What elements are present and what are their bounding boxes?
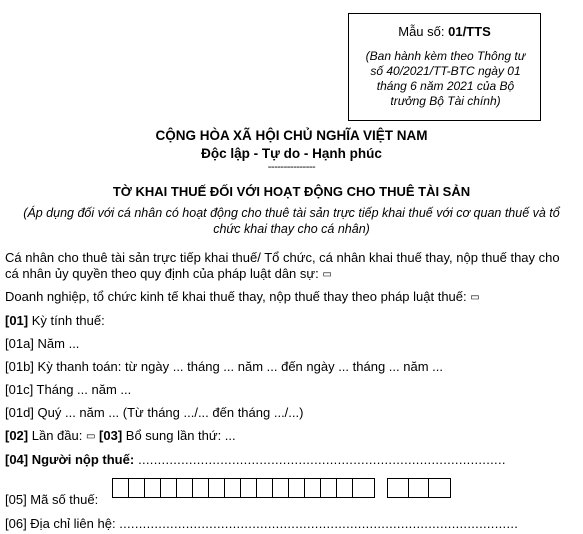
enterprise-line xyxy=(5,289,480,307)
first-time-label: Lần đầu: xyxy=(28,428,86,443)
tax-id-digit-box[interactable] xyxy=(305,479,321,497)
header-divider: --------------- xyxy=(267,161,316,173)
address-label: [06] Địa chỉ liên hệ: xyxy=(5,516,120,531)
taxpayer-field[interactable]: .............................................................................................. xyxy=(134,452,506,467)
document-subtitle: (Áp dụng đối với cá nhân có hoạt động cho thuê tài sản trực tiếp khai thuế với cơ quan thuế và tổ chức khai thay cho cá nhân) xyxy=(23,206,560,236)
tax-id-digit-box[interactable] xyxy=(209,479,225,497)
tax-quarter-line[interactable]: [01d] Quý ... năm ... (Từ tháng .../... đến tháng .../...) xyxy=(5,405,304,420)
first-time-checkbox[interactable]: ▭ xyxy=(85,431,96,442)
tax-id-boxes[interactable] xyxy=(112,478,375,498)
tax-id-digit-box[interactable] xyxy=(225,479,241,497)
form-number-box xyxy=(348,13,541,121)
tax-id-digit-box[interactable] xyxy=(353,479,369,497)
issuing-decree: (Ban hành kèm theo Thông tư số 40/2021/TT-BTC ngày 01 tháng 6 năm 2021 của Bộ trưởng Bộ Tài chính) xyxy=(365,49,526,108)
declarant-text: Cá nhân cho thuê tài sản trực tiếp khai thuế/ Tổ chức, cá nhân khai thuế thay, nộp thuế thay cho cá nhân ủy quyền theo quy định của pháp luật dân sự: xyxy=(5,250,560,281)
form-number-value: 01/TTS xyxy=(448,24,491,39)
tax-year-line[interactable]: [01a] Năm ... xyxy=(5,336,80,351)
form-number xyxy=(349,24,540,39)
declarant-checkbox[interactable]: ▭ xyxy=(322,269,332,280)
enterprise-text: Doanh nghiệp, tổ chức kinh tế khai thuế thay, nộp thuế thay theo pháp luật thuế: xyxy=(5,289,471,304)
national-title: CỘNG HÒA XÃ HỘI CHỦ NGHĨA VIỆT NAM xyxy=(155,128,428,143)
tax-id-label: [05] Mã số thuế: xyxy=(5,492,99,507)
supplement-label[interactable]: Bổ sung lần thứ: ... xyxy=(122,428,236,443)
declarant-line xyxy=(5,250,565,284)
tax-id-branch-box[interactable] xyxy=(409,479,430,497)
form-number-label: Mẫu số: xyxy=(398,24,449,39)
submission-type-line xyxy=(5,428,236,446)
tax-id-digit-box[interactable] xyxy=(273,479,289,497)
national-motto: Độc lập - Tự do - Hạnh phúc xyxy=(201,146,382,161)
taxpayer-label: [04] Người nộp thuế: xyxy=(5,452,135,467)
address-line xyxy=(5,516,518,532)
address-field[interactable]: ...................................................................................................... xyxy=(119,516,519,531)
tax-period-line xyxy=(5,313,105,329)
tax-id-digit-box[interactable] xyxy=(129,479,145,497)
tax-id-digit-box[interactable] xyxy=(289,479,305,497)
document-title: TỜ KHAI THUẾ ĐỐI VỚI HOẠT ĐỘNG CHO THUÊ TÀI SẢN xyxy=(112,184,471,199)
tax-id-digit-box[interactable] xyxy=(161,479,177,497)
tax-id-branch-box[interactable] xyxy=(388,479,409,497)
enterprise-checkbox[interactable]: ▭ xyxy=(470,292,480,303)
payment-period-line[interactable]: [01b] Kỳ thanh toán: từ ngày ... tháng ... năm ... đến ngày ... tháng ... năm ... xyxy=(5,359,443,374)
tax-id-branch-box[interactable] xyxy=(429,479,450,497)
first-time-code: [02] xyxy=(5,428,29,443)
tax-period-code: [01] xyxy=(5,313,29,328)
tax-month-line[interactable]: [01c] Tháng ... năm ... xyxy=(5,382,132,397)
tax-id-branch-boxes[interactable] xyxy=(387,478,451,498)
tax-id-digit-box[interactable] xyxy=(145,479,161,497)
tax-period-label: Kỳ tính thuế: xyxy=(28,313,105,328)
tax-id-digit-box[interactable] xyxy=(321,479,337,497)
supplement-code: [03] xyxy=(99,428,123,443)
tax-id-digit-box[interactable] xyxy=(193,479,209,497)
tax-id-digit-box[interactable] xyxy=(337,479,353,497)
taxpayer-line xyxy=(5,452,506,468)
tax-id-digit-box[interactable] xyxy=(113,479,129,497)
tax-id-digit-box[interactable] xyxy=(241,479,257,497)
tax-id-digit-box[interactable] xyxy=(177,479,193,497)
tax-id-digit-box[interactable] xyxy=(257,479,273,497)
